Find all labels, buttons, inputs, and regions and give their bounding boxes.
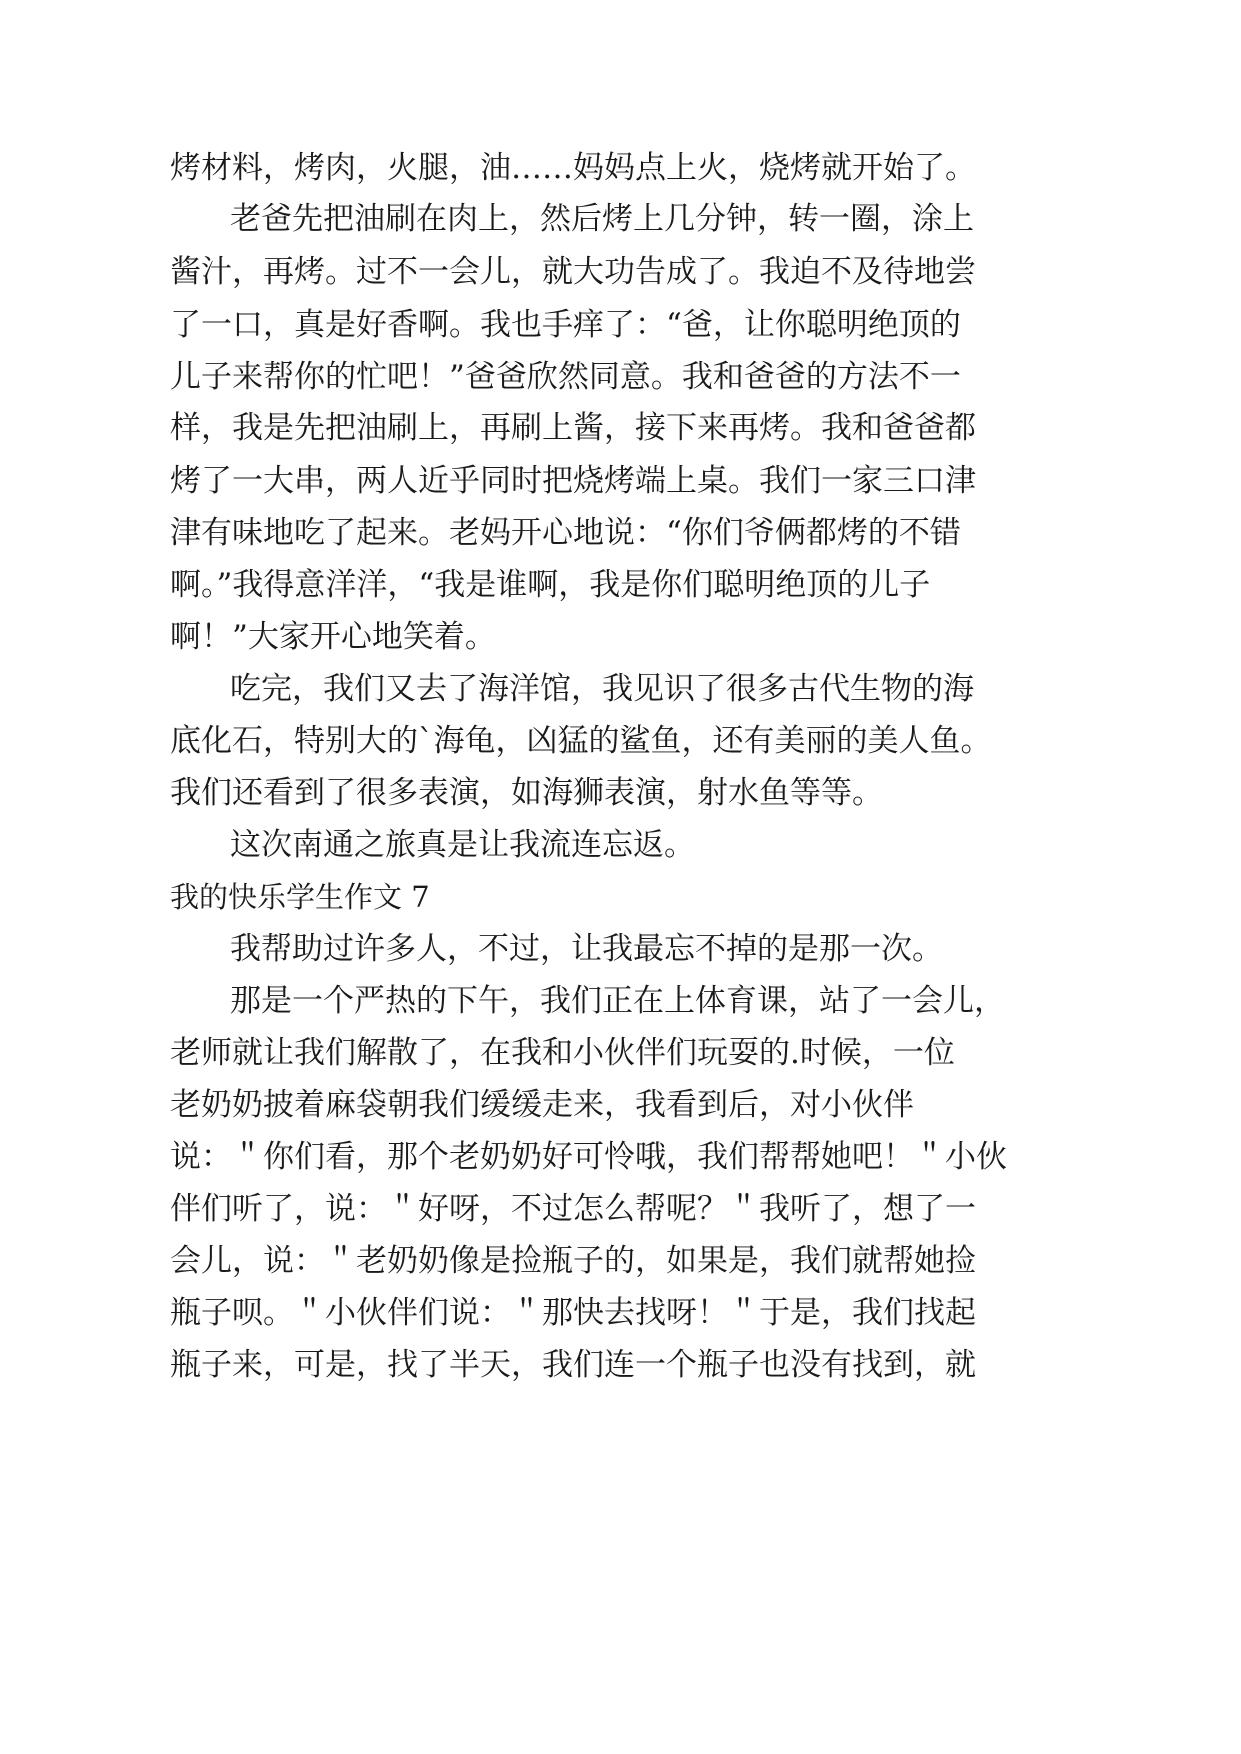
paragraph-first-line: 我帮助过许多人，不过，让我最忘不掉的是那一次。	[230, 931, 943, 967]
text-line: 老奶奶披着麻袋朝我们缓缓走来，我看到后，对小伙伴	[170, 1087, 914, 1123]
text-line: 说：＂你们看，那个老奶奶好可怜哦，我们帮帮她吧！＂小伙	[170, 1139, 1007, 1175]
text-line: 伴们听了，说：＂好呀，不过怎么帮呢？＂我听了，想了一	[170, 1191, 976, 1227]
text-line: 儿子来帮你的忙吧！”爸爸欣然同意。我和爸爸的方法不一	[170, 359, 961, 395]
paragraph-first-line: 吃完，我们又去了海洋馆，我见识了很多古代生物的海	[230, 671, 974, 707]
text-line: 底化石，特别大的`海龟，凶猛的鲨鱼，还有美丽的美人鱼。	[170, 723, 992, 759]
text-line: 我们还看到了很多表演，如海狮表演，射水鱼等等。	[170, 775, 883, 811]
text-line: 啊！”大家开心地笑着。	[170, 619, 496, 655]
paragraph-first-line: 老爸先把油刷在肉上，然后烤上几分钟，转一圈，涂上	[230, 201, 974, 237]
text-line: 会儿，说：＂老奶奶像是捡瓶子的，如果是，我们就帮她捡	[170, 1243, 976, 1279]
text-line: 瓶子来，可是，找了半天，我们连一个瓶子也没有找到，就	[170, 1347, 976, 1383]
paragraph-first-line: 那是一个严热的下午，我们正在上体育课，站了一会儿，	[230, 983, 1005, 1019]
section-heading: 我的快乐学生作文 7	[170, 880, 430, 914]
text-line: 了一口，真是好香啊。我也手痒了：“爸，让你聪明绝顶的	[170, 307, 961, 343]
text-line: 津有味地吃了起来。老妈开心地说：“你们爷俩都烤的不错	[170, 515, 961, 551]
paragraph-first-line: 这次南通之旅真是让我流连忘返。	[230, 827, 695, 863]
text-line: 样，我是先把油刷上，再刷上酱，接下来再烤。我和爸爸都	[170, 410, 976, 446]
text-line: 酱汁，再烤。过不一会儿，就大功告成了。我迫不及待地尝	[170, 254, 976, 290]
text-line: 烤材料，烤肉，火腿，油……妈妈点上火，烧烤就开始了。	[170, 150, 976, 186]
text-line: 烤了一大串，两人近乎同时把烧烤端上桌。我们一家三口津	[170, 463, 976, 499]
text-line: 老师就让我们解散了，在我和小伙伴们玩耍的.时候，一位	[170, 1035, 955, 1071]
text-line: 瓶子呗。＂小伙伴们说：＂那快去找呀！＂于是，我们找起	[170, 1295, 976, 1331]
text-line: 啊。”我得意洋洋，“我是谁啊，我是你们聪明绝顶的儿子	[170, 567, 931, 603]
